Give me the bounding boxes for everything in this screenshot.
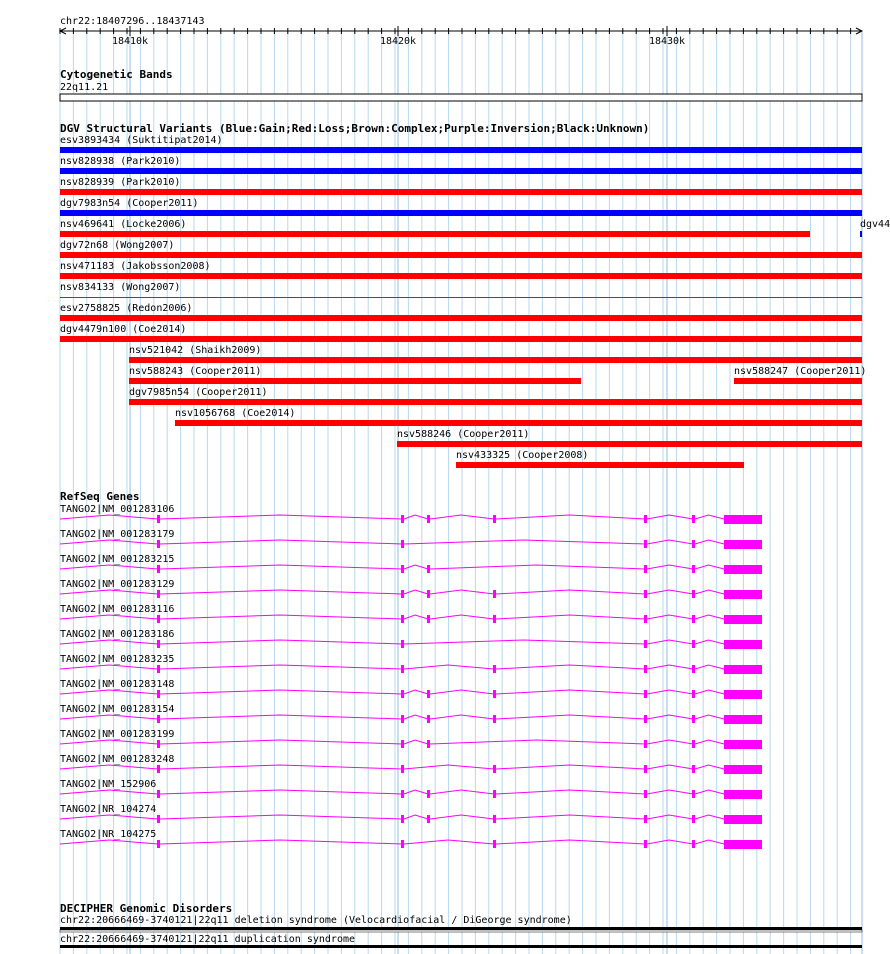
refseq-intron — [647, 740, 693, 744]
refseq-exon[interactable] — [401, 590, 404, 598]
refseq-exon[interactable] — [401, 565, 404, 573]
refseq-intron — [695, 740, 724, 744]
dgv-feature-label[interactable]: dgv4479n100 (Coe2014) — [60, 324, 187, 335]
ruler-region-label: chr22:18407296..18437143 — [60, 16, 205, 27]
refseq-intron — [404, 565, 428, 569]
refseq-exon[interactable] — [401, 790, 404, 798]
refseq-intron — [695, 515, 724, 519]
dgv-feature-label[interactable]: esv2758825 (Redon2006) — [60, 303, 193, 314]
refseq-intron — [160, 715, 402, 719]
refseq-exon[interactable] — [427, 790, 430, 798]
dgv-feature-bar[interactable] — [60, 231, 810, 237]
refseq-exon[interactable] — [493, 690, 496, 698]
refseq-intron — [60, 665, 158, 669]
refseq-intron — [404, 690, 428, 694]
decipher-feature-bar-duplication[interactable] — [60, 945, 862, 948]
refseq-intron — [160, 515, 402, 519]
refseq-intron — [695, 715, 724, 719]
refseq-exon[interactable] — [692, 665, 695, 673]
refseq-intron — [160, 840, 402, 844]
refseq-utr-exon[interactable] — [724, 590, 762, 599]
refseq-track-title: RefSeq Genes — [60, 490, 140, 503]
dgv-feature-label[interactable]: nsv471183 (Jakobsson2008) — [60, 261, 211, 272]
refseq-exon[interactable] — [157, 540, 160, 548]
refseq-exon[interactable] — [157, 740, 160, 748]
refseq-exon[interactable] — [157, 715, 160, 723]
refseq-intron — [160, 565, 402, 569]
dgv-feature-bar[interactable] — [175, 420, 862, 426]
dgv-feature-bar[interactable] — [129, 357, 862, 363]
refseq-exon[interactable] — [427, 715, 430, 723]
refseq-intron — [647, 765, 693, 769]
refseq-exon[interactable] — [427, 740, 430, 748]
refseq-intron — [695, 790, 724, 794]
cytoband-label[interactable]: 22q11.21 — [60, 82, 109, 93]
refseq-exon[interactable] — [157, 590, 160, 598]
refseq-transcript-label[interactable]: TANGO2|NM_001283148 — [60, 679, 175, 690]
refseq-exon[interactable] — [401, 815, 404, 823]
refseq-transcript-label[interactable]: TANGO2|NM_001283154 — [60, 704, 175, 715]
refseq-utr-exon[interactable] — [724, 565, 762, 574]
refseq-exon[interactable] — [427, 565, 430, 573]
refseq-intron — [404, 815, 428, 819]
refseq-exon[interactable] — [401, 740, 404, 748]
dgv-feature-label[interactable]: nsv433325 (Cooper2008) — [456, 450, 589, 461]
refseq-exon[interactable] — [401, 765, 404, 773]
refseq-intron — [647, 665, 693, 669]
refseq-exon[interactable] — [157, 565, 160, 573]
refseq-utr-exon[interactable] — [724, 840, 762, 849]
refseq-exon[interactable] — [157, 665, 160, 673]
cytoband-bar[interactable] — [60, 94, 862, 101]
refseq-exon[interactable] — [493, 715, 496, 723]
refseq-exon[interactable] — [401, 615, 404, 623]
refseq-exon[interactable] — [157, 690, 160, 698]
dgv-feature-bar[interactable] — [734, 378, 862, 384]
refseq-intron — [404, 515, 428, 519]
refseq-utr-exon[interactable] — [724, 815, 762, 824]
refseq-exon[interactable] — [493, 665, 496, 673]
refseq-intron — [160, 615, 402, 619]
refseq-exon[interactable] — [692, 840, 695, 848]
decipher-track-title: DECIPHER Genomic Disorders — [60, 902, 233, 915]
refseq-exon[interactable] — [692, 615, 695, 623]
dgv-feature-label[interactable]: nsv588247 (Cooper2011) — [734, 366, 867, 377]
refseq-exon[interactable] — [644, 815, 647, 823]
refseq-exon[interactable] — [644, 715, 647, 723]
refseq-track — [60, 490, 762, 849]
decipher-feature-label-deletion[interactable]: chr22:20666469-3740121|22q11 deletion syndrome (Velocardiofacial / DiGeorge syndrome) — [60, 915, 572, 926]
refseq-utr-exon[interactable] — [724, 515, 762, 524]
dgv-feature-label[interactable]: nsv1056768 (Coe2014) — [175, 408, 296, 419]
dgv-feature-bar[interactable] — [456, 462, 744, 468]
dgv-feature-label[interactable]: nsv828939 (Park2010) — [60, 177, 181, 188]
refseq-exon[interactable] — [493, 790, 496, 798]
refseq-intron — [60, 565, 158, 569]
refseq-exon[interactable] — [692, 590, 695, 598]
refseq-utr-exon[interactable] — [724, 715, 762, 724]
refseq-intron — [695, 815, 724, 819]
refseq-intron — [160, 690, 402, 694]
refseq-intron — [404, 790, 428, 794]
refseq-exon[interactable] — [493, 765, 496, 773]
refseq-exon[interactable] — [157, 840, 160, 848]
refseq-intron — [695, 640, 724, 644]
ruler-tick-label-18410k: 18410k — [111, 36, 149, 47]
dgv-feature-label[interactable]: dgv7983n54 (Cooper2011) — [60, 198, 199, 209]
refseq-intron — [160, 590, 402, 594]
refseq-intron — [695, 665, 724, 669]
refseq-exon[interactable] — [692, 715, 695, 723]
refseq-exon[interactable] — [401, 540, 404, 548]
refseq-utr-exon[interactable] — [724, 665, 762, 674]
refseq-exon[interactable] — [401, 690, 404, 698]
dgv-feature-label[interactable]: dgv72n68 (Wong2007) — [60, 240, 175, 251]
refseq-exon[interactable] — [644, 790, 647, 798]
refseq-utr-exon[interactable] — [724, 740, 762, 749]
dgv-feature-label[interactable]: nsv828938 (Park2010) — [60, 156, 181, 167]
refseq-exon[interactable] — [692, 740, 695, 748]
refseq-transcript-label[interactable]: TANGO2|NM_001283248 — [60, 754, 175, 765]
dgv-feature-bar[interactable] — [60, 273, 862, 279]
refseq-exon[interactable] — [692, 765, 695, 773]
refseq-intron — [647, 515, 693, 519]
refseq-utr-exon[interactable] — [724, 790, 762, 799]
dgv-feature-bar[interactable] — [129, 378, 581, 384]
refseq-intron — [647, 815, 693, 819]
refseq-intron — [160, 665, 402, 669]
refseq-intron — [60, 740, 158, 744]
dgv-feature-label[interactable]: nsv521042 (Shaikh2009) — [129, 345, 262, 356]
refseq-intron — [160, 815, 402, 819]
refseq-intron — [647, 540, 693, 544]
dgv-feature-bar[interactable] — [60, 189, 862, 195]
refseq-exon[interactable] — [644, 540, 647, 548]
dgv-track-title: DGV Structural Variants (Blue:Gain;Red:Loss;Brown:Complex;Purple:Inversion;Black:Unknown) — [60, 122, 650, 135]
dgv-feature-label[interactable]: nsv588243 (Cooper2011) — [129, 366, 262, 377]
refseq-transcript-label[interactable]: TANGO2|NM_001283199 — [60, 729, 175, 740]
decipher-feature-bar-deletion[interactable] — [60, 927, 862, 930]
refseq-intron — [60, 815, 158, 819]
refseq-exon[interactable] — [157, 765, 160, 773]
refseq-transcript-label[interactable]: TANGO2|NM_001283129 — [60, 579, 175, 590]
dgv-feature-bar[interactable] — [60, 252, 862, 258]
refseq-utr-exon[interactable] — [724, 690, 762, 699]
refseq-intron — [695, 590, 724, 594]
refseq-exon[interactable] — [692, 790, 695, 798]
dgv-feature-bar[interactable] — [397, 441, 862, 447]
refseq-exon[interactable] — [493, 815, 496, 823]
refseq-features — [60, 504, 762, 849]
refseq-transcript-label[interactable]: TANGO2|NM_001283106 — [60, 504, 175, 515]
refseq-intron — [695, 690, 724, 694]
refseq-exon[interactable] — [401, 665, 404, 673]
refseq-intron — [647, 715, 693, 719]
refseq-exon[interactable] — [644, 590, 647, 598]
dgv-feature-bar[interactable] — [60, 315, 862, 321]
refseq-exon[interactable] — [401, 640, 404, 648]
refseq-intron — [160, 640, 402, 644]
refseq-exon[interactable] — [692, 815, 695, 823]
ruler-tick-label-18420k: 18420k — [379, 36, 417, 47]
refseq-intron — [160, 740, 402, 744]
refseq-transcript-label[interactable]: TANGO2|NM_001283215 — [60, 554, 175, 565]
refseq-exon[interactable] — [644, 640, 647, 648]
refseq-intron — [647, 840, 693, 844]
refseq-intron — [404, 740, 428, 744]
ruler-tick-label-18430k: 18430k — [648, 36, 686, 47]
refseq-exon[interactable] — [401, 840, 404, 848]
refseq-exon[interactable] — [493, 840, 496, 848]
refseq-exon[interactable] — [427, 590, 430, 598]
refseq-transcript-label[interactable]: TANGO2|NM_001283116 — [60, 604, 175, 615]
refseq-exon[interactable] — [692, 565, 695, 573]
refseq-exon[interactable] — [644, 740, 647, 748]
dgv-feature-label[interactable]: nsv588246 (Cooper2011) — [397, 429, 530, 440]
refseq-intron — [60, 515, 158, 519]
refseq-intron — [695, 615, 724, 619]
refseq-intron — [647, 640, 693, 644]
refseq-exon[interactable] — [644, 565, 647, 573]
dgv-feature-label[interactable]: dgv44 — [860, 219, 890, 230]
refseq-intron — [647, 790, 693, 794]
refseq-exon[interactable] — [644, 840, 647, 848]
refseq-exon[interactable] — [493, 615, 496, 623]
refseq-intron — [60, 640, 158, 644]
refseq-exon[interactable] — [427, 690, 430, 698]
dgv-feature-bar[interactable] — [60, 147, 862, 153]
dgv-feature-label[interactable]: dgv7985n54 (Cooper2011) — [129, 387, 268, 398]
refseq-intron — [404, 615, 428, 619]
refseq-transcript-label[interactable]: TANGO2|NM_152906 — [60, 779, 157, 790]
refseq-exon[interactable] — [692, 690, 695, 698]
dgv-feature-bar[interactable] — [60, 336, 862, 342]
refseq-intron — [404, 715, 428, 719]
refseq-exon[interactable] — [493, 590, 496, 598]
refseq-intron — [160, 765, 402, 769]
decipher-feature-divider — [60, 930, 862, 932]
refseq-exon[interactable] — [157, 515, 160, 523]
refseq-utr-exon[interactable] — [724, 640, 762, 649]
refseq-exon[interactable] — [427, 615, 430, 623]
dgv-feature-bar[interactable] — [860, 231, 862, 237]
refseq-intron — [695, 840, 724, 844]
refseq-exon[interactable] — [692, 640, 695, 648]
refseq-intron — [160, 790, 402, 794]
refseq-intron — [60, 840, 158, 844]
refseq-intron — [695, 565, 724, 569]
refseq-transcript-label[interactable]: TANGO2|NM_001283186 — [60, 629, 175, 640]
refseq-intron — [647, 690, 693, 694]
dgv-feature-label[interactable]: nsv469641 (Locke2006) — [60, 219, 187, 230]
refseq-transcript-label[interactable]: TANGO2|NR_104275 — [60, 829, 157, 840]
cytoband-track-title: Cytogenetic Bands — [60, 68, 173, 81]
refseq-intron — [404, 640, 645, 644]
refseq-exon[interactable] — [644, 765, 647, 773]
dgv-feature-bar[interactable] — [60, 168, 862, 174]
refseq-intron — [695, 765, 724, 769]
refseq-exon[interactable] — [692, 515, 695, 523]
refseq-intron — [60, 715, 158, 719]
refseq-exon[interactable] — [427, 515, 430, 523]
refseq-exon[interactable] — [401, 715, 404, 723]
refseq-exon[interactable] — [644, 665, 647, 673]
refseq-exon[interactable] — [493, 515, 496, 523]
refseq-intron — [60, 790, 158, 794]
refseq-exon[interactable] — [157, 615, 160, 623]
decipher-feature-label-duplication[interactable]: chr22:20666469-3740121|22q11 duplication syndrome — [60, 934, 356, 945]
refseq-intron — [60, 540, 158, 544]
dgv-feature-bar[interactable] — [129, 399, 862, 405]
dgv-feature-bar[interactable] — [60, 297, 862, 298]
refseq-intron — [404, 540, 645, 544]
refseq-intron — [60, 615, 158, 619]
refseq-utr-exon[interactable] — [724, 540, 762, 549]
refseq-intron — [60, 690, 158, 694]
refseq-exon[interactable] — [427, 815, 430, 823]
refseq-intron — [60, 590, 158, 594]
refseq-utr-exon[interactable] — [724, 765, 762, 774]
refseq-exon[interactable] — [644, 615, 647, 623]
refseq-exon[interactable] — [157, 815, 160, 823]
refseq-intron — [647, 590, 693, 594]
dgv-feature-label[interactable]: esv3893434 (Suktitipat2014) — [60, 135, 223, 146]
refseq-exon[interactable] — [157, 640, 160, 648]
refseq-intron — [695, 540, 724, 544]
refseq-exon[interactable] — [157, 790, 160, 798]
refseq-transcript-label[interactable]: TANGO2|NR_104274 — [60, 804, 157, 815]
refseq-transcript-label[interactable]: TANGO2|NM_001283235 — [60, 654, 175, 665]
refseq-exon[interactable] — [401, 515, 404, 523]
refseq-intron — [404, 590, 428, 594]
refseq-intron — [647, 565, 693, 569]
dgv-feature-bar[interactable] — [60, 210, 862, 216]
refseq-intron — [160, 540, 402, 544]
refseq-transcript-label[interactable]: TANGO2|NM_001283179 — [60, 529, 175, 540]
refseq-exon[interactable] — [644, 515, 647, 523]
decipher-track — [60, 902, 862, 948]
refseq-intron — [647, 615, 693, 619]
refseq-exon[interactable] — [644, 690, 647, 698]
refseq-intron — [60, 765, 158, 769]
refseq-exon[interactable] — [692, 540, 695, 548]
dgv-feature-label[interactable]: nsv834133 (Wong2007) — [60, 282, 181, 293]
refseq-utr-exon[interactable] — [724, 615, 762, 624]
